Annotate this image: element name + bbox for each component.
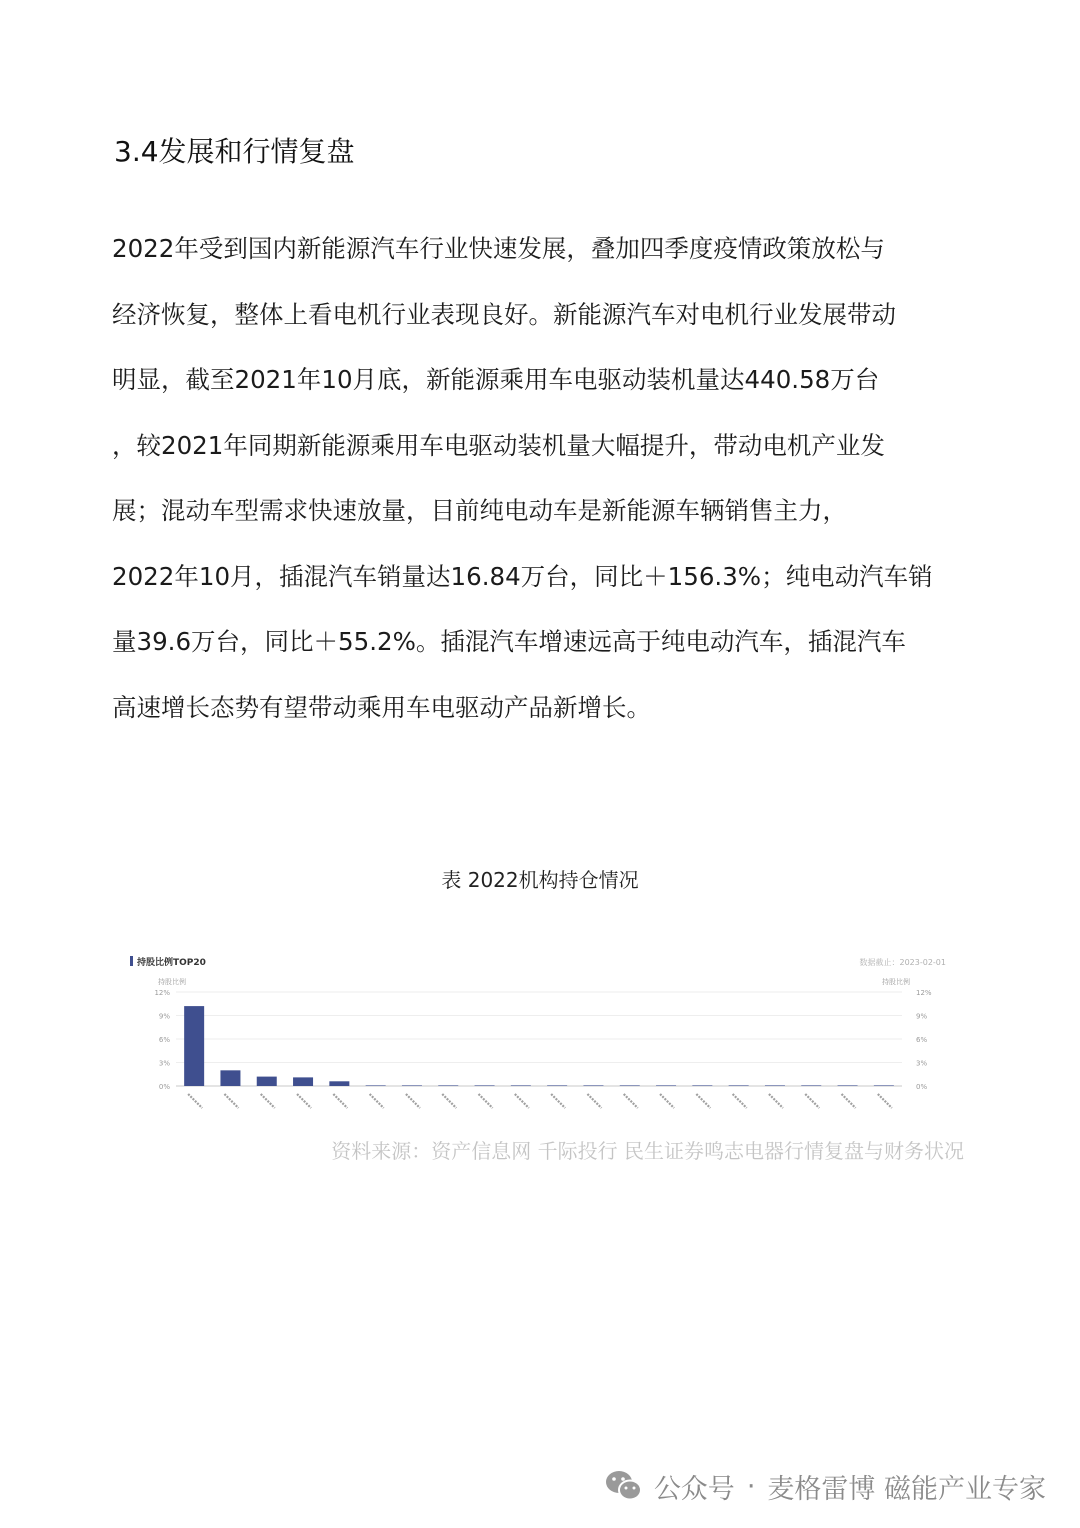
holding-ratio-chart (120, 944, 958, 1124)
x-category-label-mark (333, 1094, 347, 1108)
paragraph-line: 经济恢复，整体上看电机行业表现良好。新能源汽车对电机行业发展带动 (112, 299, 896, 329)
chart-bar (220, 1070, 240, 1086)
chart-bar (438, 1085, 458, 1086)
chart-bar (511, 1085, 531, 1086)
chart-date-label: 数据截止：2023-02-01 (859, 958, 946, 967)
chart-bar (656, 1085, 676, 1086)
y-tick-label-right: 6% (916, 1036, 928, 1044)
x-category-label-mark (224, 1094, 238, 1108)
chart-bar (620, 1085, 640, 1086)
x-category-label-mark (660, 1094, 674, 1108)
chart-bar (293, 1077, 313, 1086)
x-category-label-mark (696, 1094, 710, 1108)
paragraph-line: ，较2021年同期新能源乘用车电驱动装机量大幅提升，带动电机产业发 (112, 430, 885, 460)
x-category-label-mark (769, 1094, 783, 1108)
x-category-label-mark (878, 1094, 892, 1108)
chart-grid (154, 989, 931, 1091)
paragraph-line: 展；混动车型需求快速放量，目前纯电动车是新能源车辆销售主力， (112, 496, 847, 525)
x-category-label-mark (587, 1094, 601, 1108)
x-category-label-mark (370, 1094, 384, 1108)
chart-bar (366, 1085, 386, 1086)
chart-bars (184, 1006, 894, 1108)
body-paragraph (112, 216, 968, 740)
footer-label: 公众号 (653, 1473, 735, 1505)
x-category-label-mark (479, 1094, 493, 1108)
y-tick-label-left: 6% (158, 1036, 170, 1044)
chart-title-marker (130, 956, 133, 966)
paragraph-line: 2022年10月，插混汽车销量达16.84万台，同比＋156.3%；纯电动汽车销 (112, 561, 933, 591)
y-tick-label-right: 3% (916, 1059, 928, 1068)
chart-svg (120, 944, 958, 1124)
footer-account: 麦格雷博 磁能产业专家 (767, 1473, 1046, 1505)
footer-separator: · (746, 1470, 756, 1502)
paragraph-line: 2022年受到国内新能源汽车行业快速发展，叠加四季度疫情政策放松与 (112, 234, 885, 263)
y-tick-label-right: 9% (916, 1012, 928, 1021)
chart-bar (801, 1085, 821, 1086)
table-title: 表 2022机构持仓情况 (441, 868, 639, 892)
chart-bar (184, 1006, 204, 1086)
x-category-label-mark (515, 1094, 529, 1108)
y-tick-label-left: 3% (158, 1059, 170, 1068)
x-category-label-mark (406, 1094, 420, 1108)
chart-bar (329, 1081, 349, 1086)
x-category-label-mark (297, 1094, 311, 1108)
x-category-label-mark (188, 1094, 202, 1108)
wechat-icon (604, 1468, 644, 1504)
chart-right-axis-label: 持股比例 (882, 978, 910, 986)
source-note: 资料来源：资产信息网 千际投行 民生证券鸣志电器行情复盘与财务状况 (331, 1139, 964, 1163)
chart-bar (583, 1085, 603, 1086)
x-category-label-mark (442, 1094, 456, 1108)
x-category-label-mark (624, 1094, 638, 1108)
footer-attribution (604, 1462, 1046, 1510)
y-tick-label-right: 12% (916, 989, 932, 997)
chart-bar (692, 1085, 712, 1086)
x-category-label-mark (261, 1094, 275, 1108)
y-tick-label-right: 0% (916, 1083, 928, 1091)
x-category-label-mark (842, 1094, 856, 1108)
paragraph-line: 高速增长态势有望带动乘用车电驱动产品新增长。 (112, 692, 651, 722)
chart-title: 持股比例TOP20 (137, 958, 206, 968)
paragraph-line: 量39.6万台，同比＋55.2%。插混汽车增速远高于纯电动汽车，插混汽车 (112, 627, 906, 656)
x-category-label-mark (805, 1094, 819, 1108)
x-category-label-mark (733, 1094, 747, 1108)
chart-bar (838, 1085, 858, 1086)
chart-bar (257, 1077, 277, 1086)
y-tick-label-left: 12% (154, 989, 170, 997)
chart-bar (729, 1085, 749, 1086)
y-tick-label-left: 0% (158, 1083, 170, 1091)
x-category-label-mark (551, 1094, 565, 1108)
chart-bar (402, 1085, 422, 1086)
chart-left-axis-label: 持股比例 (158, 978, 186, 986)
chart-bar (765, 1085, 785, 1086)
chart-bar (874, 1085, 894, 1086)
chart-bar (475, 1085, 495, 1086)
chart-bar (547, 1085, 567, 1086)
y-tick-label-left: 9% (158, 1012, 170, 1021)
paragraph-line: 明显，截至2021年10月底，新能源乘用车电驱动装机量达440.58万台 (112, 365, 880, 394)
section-heading: 3.4发展和行情复盘 (114, 135, 355, 168)
